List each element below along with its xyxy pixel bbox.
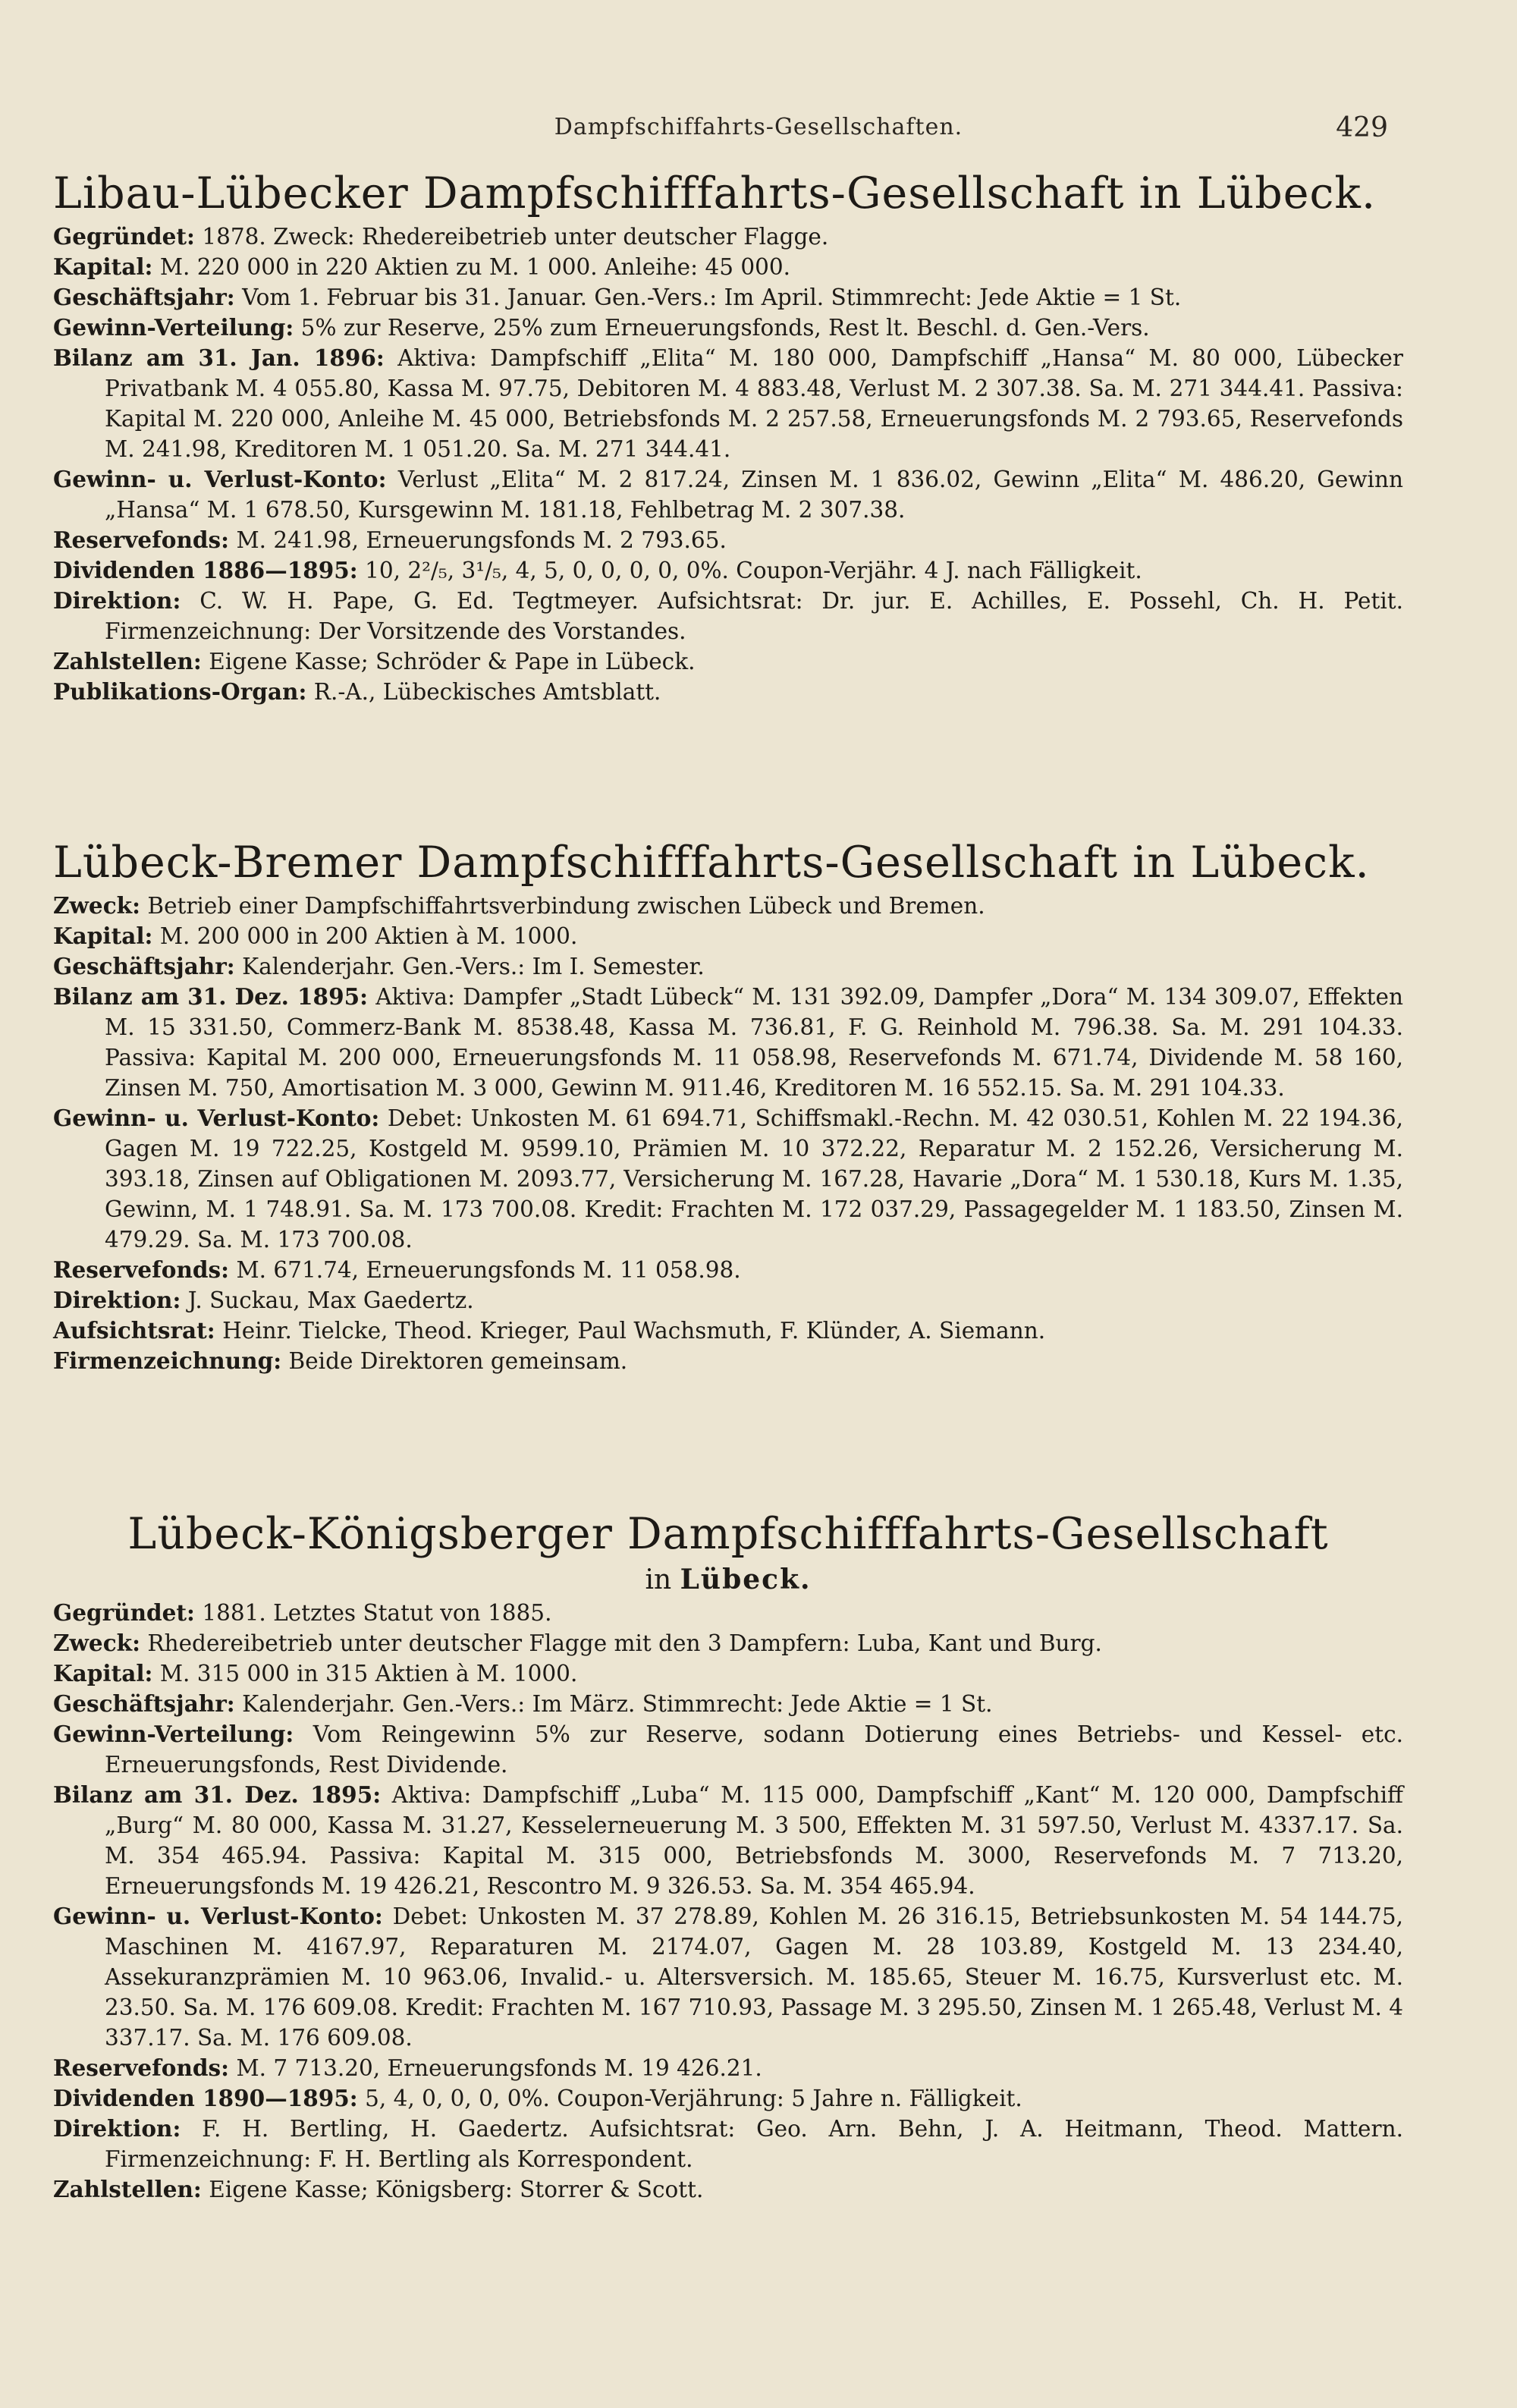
entry-text: R.-A., Lübeckisches Amtsblatt. [313,679,661,705]
entry-text: J. Suckau, Max Gaedertz. [187,1287,474,1313]
entry-label: Bilanz am 31. Dez. 1895: [53,983,369,1010]
entry-direktion [53,1285,1403,1316]
entry-label: Gewinn-Verteilung: [53,1721,294,1747]
entry-gewinn-verteilung [53,1719,1403,1780]
entry-dividenden [53,555,1403,586]
entry-zahlstellen [53,646,1403,677]
entry-reservefonds [53,2053,1403,2083]
entry-text: C. W. H. Pape, G. Ed. Tegtmeyer. Aufsichtsrat: Dr. jur. E. Achilles, E. Possehl, Ch. H. Petit. Firmenzeichnung: Der Vorsitzende des Vorstandes. [105,588,1403,644]
entry-gewinn-verlust-konto [53,1901,1403,2053]
entry-geschaeftsjahr [53,1689,1403,1719]
entry-label: Gewinn-Verteilung: [53,314,294,341]
entry-text: M. 315 000 in 315 Aktien à M. 1000. [159,1661,578,1687]
entry-label: Bilanz am 31. Jan. 1896: [53,344,385,371]
entry-label: Zahlstellen: [53,2176,202,2202]
entry-label: Geschäftsjahr: [53,284,235,310]
section-title: Libau-Lübecker Dampfschifffahrts-Gesellschaft in Lübeck. [53,168,1377,218]
entry-aufsichtsrat [53,1316,1403,1346]
entry-gegruendet [53,1598,1403,1628]
entry-label: Zweck: [53,1630,140,1656]
subtitle-place: Lübeck. [680,1564,812,1595]
entry-bilanz [53,343,1403,464]
entry-label: Gewinn- u. Verlust-Konto: [53,1105,380,1131]
entry-text: M. 220 000 in 220 Aktien zu M. 1 000. Anleihe: 45 000. [159,254,791,280]
entry-label: Gewinn- u. Verlust-Konto: [53,1903,383,1929]
entry-text: 5% zur Reserve, 25% zum Erneuerungsfonds, Rest lt. Beschl. d. Gen.-Vers. [300,315,1150,341]
entry-direktion [53,2114,1403,2174]
entry-text: 1881. Letztes Statut von 1885. [202,1600,552,1626]
entry-firmenzeichnung [53,1346,1403,1376]
entry-label: Bilanz am 31. Dez. 1895: [53,1781,382,1808]
entry-label: Publikations-Organ: [53,678,307,705]
entry-gewinn-verlust-konto [53,464,1403,525]
entry-label: Reservefonds: [53,527,230,553]
entry-label: Kapital: [53,923,153,949]
entry-label: Kapital: [53,253,153,280]
entry-text: M. 7 713.20, Erneuerungsfonds M. 19 426.21. [236,2055,762,2081]
entry-label: Direktion: [53,587,181,614]
entry-reservefonds [53,525,1403,555]
entry-label: Gegründet: [53,1599,195,1626]
page-number: 429 [1336,112,1388,143]
entry-text: Kalenderjahr. Gen.-Vers.: Im März. Stimmrecht: Jede Aktie = 1 St. [242,1691,993,1717]
company-section-luebeck-bremer [53,835,1403,1376]
running-title: Dampfschiffahrts-Gesellschaften. [554,114,963,140]
entry-label: Zweck: [53,892,140,919]
section-title: Lübeck-Bremer Dampfschifffahrts-Gesellschaft in Lübeck. [53,838,1370,888]
entry-label: Dividenden 1886—1895: [53,557,358,583]
entry-bilanz [53,1780,1403,1901]
entry-label: Gegründet: [53,223,195,250]
entry-text: Verlust „Elita“ M. 2 817.24, Zinsen M. 1 836.02, Gewinn „Elita“ M. 486.20, Gewinn „Hansa“ M. 1 678.50, Kursgewinn M. 181.18, Fehlbetrag M. 2 307.38. [105,467,1403,523]
entry-label: Gewinn- u. Verlust-Konto: [53,466,387,492]
entry-kapital [53,252,1403,282]
entry-text: Rhedereibetrieb unter deutscher Flagge mit den 3 Dampfern: Luba, Kant und Burg. [147,1630,1102,1656]
entry-kapital [53,1658,1403,1689]
entry-text: Beide Direktoren gemeinsam. [288,1348,628,1374]
entry-text: Aktiva: Dampfer „Stadt Lübeck“ M. 131 392.09, Dampfer „Dora“ M. 134 309.07, Effekten M. 15 331.50, Commerz-Bank M. 8538.48, Kassa M. 736.81, F. G. Reinhold M. 796.38. Sa. M. 291 104.33. Passiva: Kapital M. 200 000, Erneuerungsfonds M. 11 058.98, Reservefonds M. 671.74, Dividende M. 58 160, Zinsen M. 750, Amortisation M. 3 000, Gewinn M. 911.46, Kreditoren M. 16 552.15. Sa. M. 291 104.33. [105,984,1403,1101]
entry-text: M. 241.98, Erneuerungsfonds M. 2 793.65. [236,527,727,553]
entry-label: Direktion: [53,2115,181,2142]
entry-label: Firmenzeichnung: [53,1347,282,1374]
entry-text: Aktiva: Dampfschiff „Elita“ M. 180 000, Dampfschiff „Hansa“ M. 80 000, Lübecker Privatbank M. 4 055.80, Kassa M. 97.75, Debitoren M. 4 883.48, Verlust M. 2 307.38. Sa. M. 271 344.41. Passiva: Kapital M. 220 000, Anleihe M. 45 000, Betriebsfonds M. 2 257.58, Erneuerungsfonds M. 2 793.65, Reservefonds M. 241.98, Kreditoren M. 1 051.20. Sa. M. 271 344.41. [105,345,1403,462]
entry-label: Geschäftsjahr: [53,1690,235,1717]
entry-zweck [53,891,1403,921]
entry-geschaeftsjahr [53,951,1403,982]
entry-bilanz [53,982,1403,1103]
entry-text: Betrieb einer Dampfschiffahrtsverbindung zwischen Lübeck und Bremen. [147,893,985,919]
entry-text: Debet: Unkosten M. 37 278.89, Kohlen M. 26 316.15, Betriebsunkosten M. 54 144.75, Maschinen M. 4167.97, Reparaturen M. 2174.07, Gagen M. 28 103.89, Kostgeld M. 13 234.40, Assekuranzprämien M. 10 963.06, Invalid.- u. Altersversich. M. 185.65, Steuer M. 16.75, Kursverlust etc. M. 23.50. Sa. M. 176 609.08. Kredit: Frachten M. 167 710.93, Passage M. 3 295.50, Zinsen M. 1 265.48, Verlust M. 4 337.17. Sa. M. 176 609.08. [105,1903,1403,2051]
entry-label: Reservefonds: [53,2054,230,2081]
section-title: Lübeck-Königsberger Dampfschifffahrts-Gesellschaft [127,1509,1329,1559]
entry-gegruendet [53,222,1403,252]
entry-zahlstellen [53,2174,1403,2205]
entry-text: Heinr. Tielcke, Theod. Krieger, Paul Wachsmuth, F. Klünder, A. Siemann. [222,1318,1046,1344]
entry-geschaeftsjahr [53,282,1403,313]
subtitle-prefix: in [645,1564,672,1595]
entry-label: Aufsichtsrat: [53,1317,215,1344]
entry-direktion [53,586,1403,646]
entry-text: Vom Reingewinn 5% zur Reserve, sodann Dotierung eines Betriebs- und Kessel- etc. Erneuerungsfonds, Rest Dividende. [105,1721,1403,1778]
entry-label: Direktion: [53,1287,181,1313]
entry-text: F. H. Bertling, H. Gaedertz. Aufsichtsrat: Geo. Arn. Behn, J. A. Heitmann, Theod. Mattern. Firmenzeichnung: F. H. Bertling als Korrespondent. [105,2116,1403,2172]
section-subtitle [53,1562,1403,1598]
entry-label: Dividenden 1890—1895: [53,2085,358,2111]
entry-text: Vom 1. Februar bis 31. Januar. Gen.-Vers.: Im April. Stimmrecht: Jede Aktie = 1 St. [242,284,1182,310]
entry-text: M. 200 000 in 200 Aktien à M. 1000. [159,923,578,949]
entry-publikations-organ [53,677,1403,707]
entry-label: Reservefonds: [53,1256,230,1283]
entry-text: M. 671.74, Erneuerungsfonds M. 11 058.98. [236,1257,741,1283]
entry-zweck [53,1628,1403,1658]
entry-label: Geschäftsjahr: [53,953,235,979]
entry-text: Eigene Kasse; Königsberg: Storrer & Scott. [209,2177,704,2202]
entry-label: Kapital: [53,1660,153,1687]
entry-text: 10, 2²/₅, 3¹/₅, 4, 5, 0, 0, 0, 0, 0%. Coupon-Verjähr. 4 J. nach Fälligkeit. [365,558,1142,583]
entry-dividenden [53,2083,1403,2114]
entry-text: Debet: Unkosten M. 61 694.71, Schiffsmakl.-Rechn. M. 42 030.51, Kohlen M. 22 194.36, Gagen M. 19 722.25, Kostgeld M. 9599.10, Prämien M. 10 372.22, Reparatur M. 2 152.26, Versicherung M. 393.18, Zinsen auf Obligationen M. 2093.77, Versicherung M. 167.28, Havarie „Dora“ M. 1 530.18, Kurs M. 1.35, Gewinn, M. 1 748.91. Sa. M. 173 700.08. Kredit: Frachten M. 172 037.29, Passagegelder M. 1 183.50, Zinsen M. 479.29. Sa. M. 173 700.08. [105,1105,1403,1253]
entry-text: Aktiva: Dampfschiff „Luba“ M. 115 000, Dampfschiff „Kant“ M. 120 000, Dampfschiff „Burg“ M. 80 000, Kassa M. 31.27, Kesselerneuerung M. 3 500, Effekten M. 31 597.50, Verlust M. 4337.17. Sa. M. 354 465.94. Passiva: Kapital M. 315 000, Betriebsfonds M. 3000, Reservefonds M. 7 713.20, Erneuerungsfonds M. 19 426.21, Rescontro M. 9 326.53. Sa. M. 354 465.94. [105,1782,1403,1899]
entry-text: Eigene Kasse; Schröder & Pape in Lübeck. [209,649,696,674]
entry-label: Zahlstellen: [53,648,202,674]
entry-text: Kalenderjahr. Gen.-Vers.: Im I. Semester. [242,954,705,979]
entry-gewinn-verlust-konto [53,1103,1403,1255]
entry-kapital [53,921,1403,951]
entry-text: 1878. Zweck: Rhedereibetrieb unter deutscher Flagge. [202,224,829,250]
entry-text: 5, 4, 0, 0, 0, 0%. Coupon-Verjährung: 5 Jahre n. Fälligkeit. [365,2086,1022,2111]
company-section-luebeck-koenigsberger [53,1506,1403,2205]
entry-reservefonds [53,1255,1403,1285]
company-section-libau-luebeck [53,165,1403,707]
entry-gewinn-verteilung [53,313,1403,343]
